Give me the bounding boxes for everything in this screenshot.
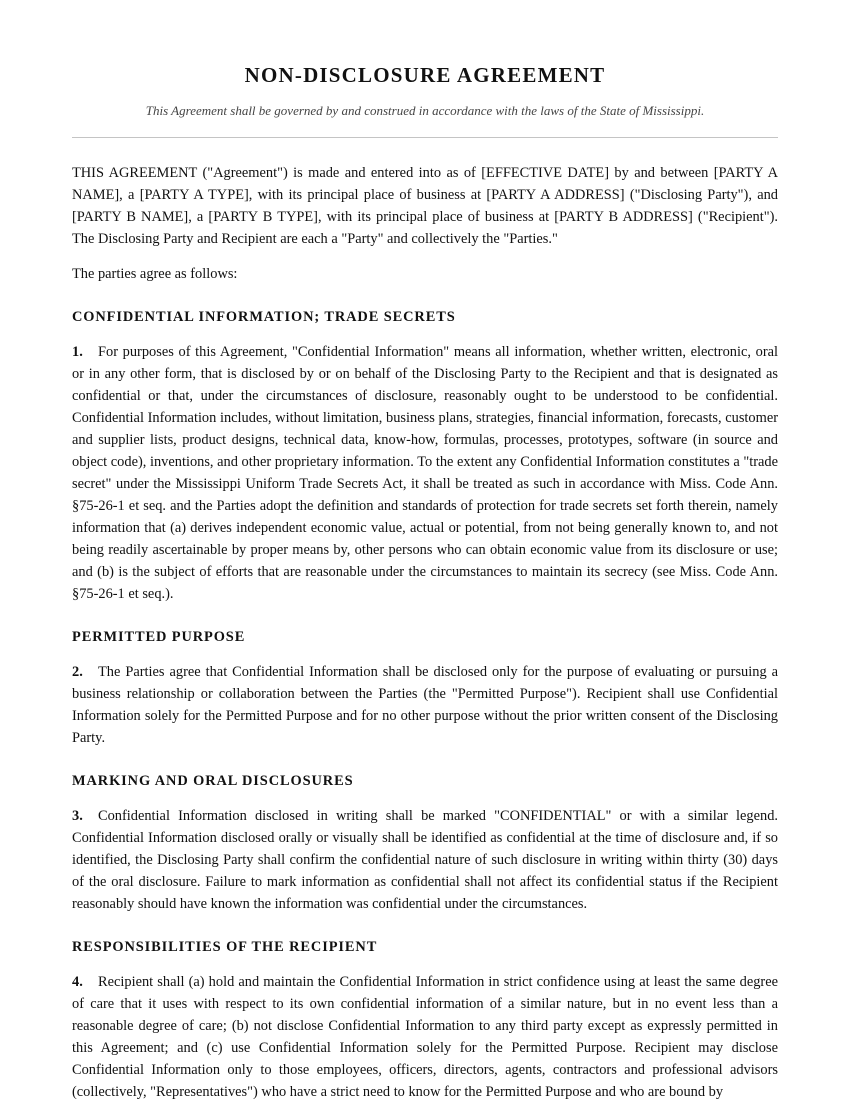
clause-number: 1.	[72, 344, 83, 360]
clause-paragraph	[72, 805, 778, 915]
clause-paragraph	[72, 971, 778, 1100]
section-permitted-purpose	[72, 626, 778, 749]
intro-paragraph: THIS AGREEMENT ("Agreement") is made and entered into as of [EFFECTIVE DATE] by and between [PARTY A NAME], a [PARTY A TYPE], with its principal place of business at [PARTY A ADDRESS] ("Disclosing Party"), and [PARTY B NAME], a [PARTY B TYPE], with its principal place of business at [PARTY B ADDRESS] ("Recipient"). The Disclosing Party and Recipient are each a "Party" and collectively the "Parties."	[72, 165, 778, 247]
section-heading: MARKING AND ORAL DISCLOSURES	[72, 773, 354, 789]
title-divider	[72, 137, 778, 138]
section-heading: CONFIDENTIAL INFORMATION; TRADE SECRETS	[72, 309, 456, 325]
clause-text: The Parties agree that Confidential Information shall be disclosed only for the purpose of evaluating or pursuing a business relationship or collaboration between the Parties (the "Permitted Purpose"). Recipient shall use Confidential Information solely for the Permitted Purpose and for no other purpose without the prior written consent of the Disclosing Party.	[72, 664, 778, 746]
section-confidential-information	[72, 306, 778, 605]
section-recipient-responsibilities	[72, 936, 778, 1100]
clause-number: 2.	[72, 664, 83, 680]
clause-number: 3.	[72, 808, 83, 824]
governing-law-subtitle: This Agreement shall be governed by and construed in accordance with the laws of the State of Mississippi.	[145, 103, 705, 118]
section-heading: RESPONSIBILITIES OF THE RECIPIENT	[72, 939, 378, 955]
agreement-lead-in: The parties agree as follows:	[72, 266, 238, 282]
clause-paragraph	[72, 661, 778, 749]
clause-text: Confidential Information disclosed in writing shall be marked "CONFIDENTIAL" or with a similar legend. Confidential Information disclosed orally or visually shall be identified as confidential at the time of disclosure and, if so identified, the Disclosing Party shall confirm the confidential nature of such disclosure in writing within thirty (30) days of the oral disclosure. Failure to mark information as confidential shall not affect its confidential status if the Recipient reasonably should have known the information was confidential under the circumstances.	[72, 808, 778, 912]
clause-number: 4.	[72, 974, 83, 990]
clause-paragraph	[72, 341, 778, 605]
clause-text: Recipient shall (a) hold and maintain the Confidential Information in strict confidence using at least the same degree of care that it uses with respect to its own confidential information of a similar nature, but in no event less than a reasonable degree of care; (b) not disclose Confidential Information to any third party except as expressly permitted in this Agreement; and (c) use Confidential Information solely for the Permitted Purpose. Recipient may disclose Confidential Information only to those employees, officers, directors, agents, contractors and professional advisors (collectively, "Representatives") who have a strict need to know for the Permitted Purpose and who are bound by	[72, 974, 778, 1100]
document-title: NON-DISCLOSURE AGREEMENT	[244, 63, 606, 87]
section-heading: PERMITTED PURPOSE	[72, 629, 246, 645]
section-marking-oral-disclosures	[72, 770, 778, 915]
document-body	[72, 0, 778, 1100]
clause-text: For purposes of this Agreement, "Confidential Information" means all information, whether written, electronic, oral or in any other form, that is disclosed by or on behalf of the Disclosing Party to the Recipient and that is designated as confidential or that, under the circumstances of disclosure, reasonably ought to be understood to be confidential. Confidential Information includes, without limitation, business plans, strategies, financial information, forecasts, customer and supplier lists, product designs, technical data, know-how, formulas, processes, prototypes, software (in source and object code), inventions, and other proprietary information. To the extent any Confidential Information constitutes a "trade secret" under the Mississippi Uniform Trade Secrets Act, it shall be treated as such in accordance with Miss. Code Ann. §75-26-1 et seq. and the Parties adopt the definition and standards of protection for trade secrets set forth therein, namely information that (a) derives independent economic value, actual or potential, from not being generally known to, and not being readily ascertainable by proper means by, other persons who can obtain economic value from its disclosure or use; and (b) is the subject of efforts that are reasonable under the circumstances to maintain its secrecy (see Miss. Code Ann. §75-26-1 et seq.).	[72, 344, 778, 602]
